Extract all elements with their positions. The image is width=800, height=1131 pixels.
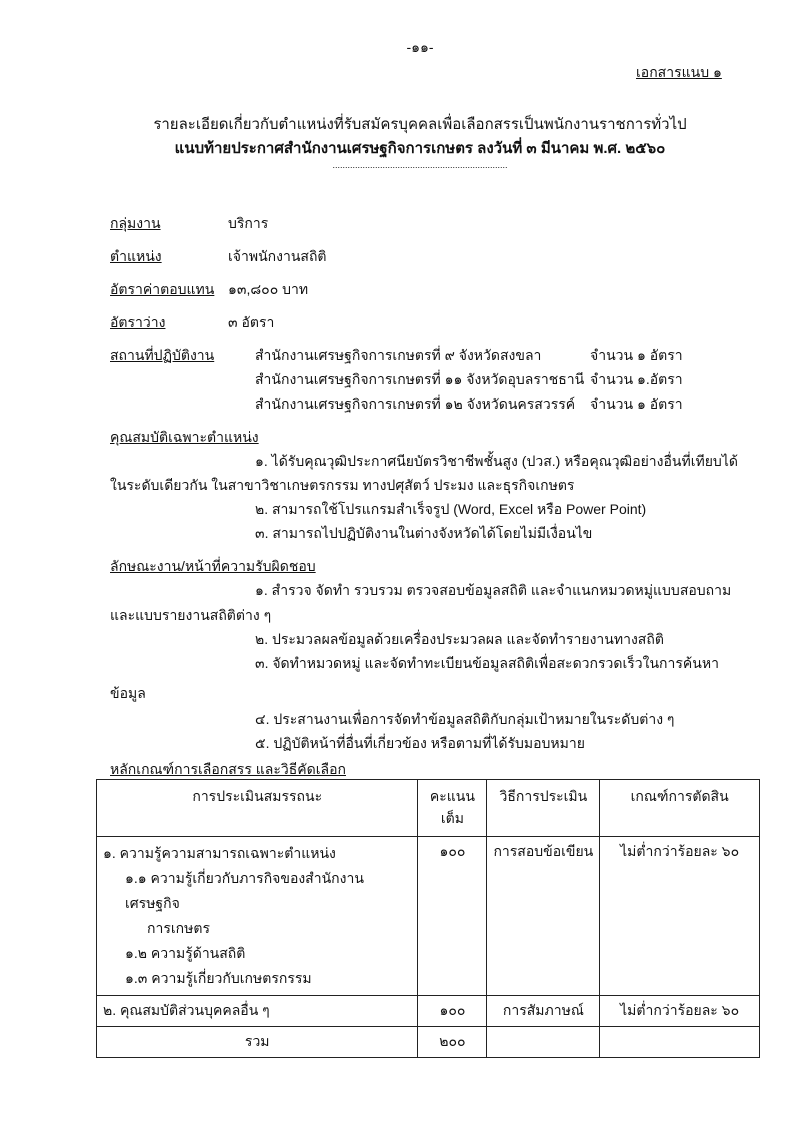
total-label: รวม xyxy=(97,1027,418,1058)
row1-title: ๑. ความรู้ความสามารถเฉพาะตำแหน่ง xyxy=(103,845,336,861)
duty-item: ๓. จัดทำหมวดหมู่ และจัดทำทะเบียนข้อมูลสถิติเพื่อสะดวกรวดเร็วในการค้นหา xyxy=(255,655,719,671)
page-number: -๑๑- xyxy=(406,39,434,55)
workplace-count: จำนวน ๑ อัตรา xyxy=(590,347,683,363)
total-pass-empty xyxy=(600,1027,760,1058)
qualification-item-cont: ในระดับเดียวกัน ในสาขาวิชาเกษตรกรรม ทางปศุสัตว์ ประมง และธุรกิจเกษตร xyxy=(110,477,575,493)
table-header-row xyxy=(97,780,760,837)
attachment-label: เอกสารแนบ ๑ xyxy=(636,64,722,80)
workplace-name: สำนักงานเศรษฐกิจการเกษตรที่ ๑๑ จังหวัดอุบลราชธานี xyxy=(255,371,585,387)
row2-pass: ไม่ต่ำกว่าร้อยละ ๖๐ xyxy=(600,996,760,1027)
duty-item: ๑. สำรวจ จัดทำ รวบรวม ตรวจสอบข้อมูลสถิติ และจำแนกหมวดหมู่แบบสอบถาม xyxy=(255,582,732,598)
title-line-2: แนบท้ายประกาศสำนักงานเศรษฐกิจการเกษตร ลงวันที่ ๓ มีนาคม พ.ศ. ๒๕๖๐ xyxy=(174,140,666,157)
workplace-count: จำนวน ๑.อัตรา xyxy=(590,371,683,387)
duty-item: ๒. ประมวลผลข้อมูลด้วยเครื่องประมวลผล และจัดทำรายงานทางสถิติ xyxy=(255,631,664,647)
qualification-item: ๓. สามารถไปปฏิบัติงานในต่างจังหวัดได้โดยไม่มีเงื่อนไข xyxy=(255,525,593,541)
total-method-empty xyxy=(487,1027,600,1058)
field-label-position: ตำแหน่ง xyxy=(110,248,162,264)
row1-sub2: ๑.๒ ความรู้ด้านสถิติ xyxy=(125,945,246,961)
workplace-name: สำนักงานเศรษฐกิจการเกษตรที่ ๙ จังหวัดสงขลา xyxy=(255,347,542,363)
row1-score: ๑๐๐ xyxy=(418,837,487,996)
header-competency: การประเมินสมรรถนะ xyxy=(97,780,418,837)
title-line-1: รายละเอียดเกี่ยวกับตำแหน่งที่รับสมัครบุคคลเพื่อเลือกสรรเป็นพนักงานราชการทั่วไป xyxy=(153,116,687,133)
row1-pass: ไม่ต่ำกว่าร้อยละ ๖๐ xyxy=(600,837,760,996)
row1-sub1-cont: การเกษตร xyxy=(147,920,210,936)
row1-sub3: ๑.๓ ความรู้เกี่ยวกับเกษตรกรรม xyxy=(125,970,312,986)
row2-method: การสัมภาษณ์ xyxy=(487,996,600,1027)
qualifications-heading: คุณสมบัติเฉพาะตำแหน่ง xyxy=(110,429,259,445)
workplace-label: สถานที่ปฏิบัติงาน xyxy=(110,347,215,363)
row1-sub1: ๑.๑ ความรู้เกี่ยวกับภารกิจของสำนักงานเศรษฐกิจ xyxy=(125,870,364,911)
header-pass-criteria: เกณฑ์การตัดสิน xyxy=(600,780,760,837)
field-value-vacancies: ๓ อัตรา xyxy=(228,314,275,330)
duty-item-cont: และแบบรายงานสถิติต่าง ๆ xyxy=(110,607,272,623)
table-row xyxy=(97,996,760,1027)
row1-competency xyxy=(97,837,418,996)
table-row xyxy=(97,837,760,996)
total-score: ๒๐๐ xyxy=(418,1027,487,1058)
header-method: วิธีการประเมิน xyxy=(487,780,600,837)
field-value-salary: ๑๓,๘๐๐ บาท xyxy=(228,281,309,297)
qualification-item: ๒. สามารถใช้โปรแกรมสำเร็จรูป (Word, Excel หรือ Power Point) xyxy=(255,501,647,517)
workplace-name: สำนักงานเศรษฐกิจการเกษตรที่ ๑๒ จังหวัดนครสวรรค์ xyxy=(255,396,576,412)
row2-score: ๑๐๐ xyxy=(418,996,487,1027)
field-value-position: เจ้าพนักงานสถิติ xyxy=(228,248,327,264)
criteria-table xyxy=(96,779,760,1058)
field-label-vacancies: อัตราว่าง xyxy=(110,314,166,330)
criteria-heading: หลักเกณฑ์การเลือกสรร และวิธีคัดเลือก xyxy=(110,761,346,777)
row2-title: ๒. คุณสมบัติส่วนบุคคลอื่น ๆ xyxy=(97,996,418,1027)
field-label-salary: อัตราค่าตอบแทน xyxy=(110,281,215,297)
duties-heading: ลักษณะงาน/หน้าที่ความรับผิดชอบ xyxy=(110,558,316,574)
workplace-count: จำนวน ๑ อัตรา xyxy=(590,396,683,412)
table-total-row xyxy=(97,1027,760,1058)
header-full-score: คะแนนเต็ม xyxy=(418,780,487,837)
duty-item: ๕. ปฏิบัติหน้าที่อื่นที่เกี่ยวข้อง หรือตามที่ได้รับมอบหมาย xyxy=(255,735,585,751)
row1-method: การสอบข้อเขียน xyxy=(487,837,600,996)
qualification-item: ๑. ได้รับคุณวุฒิประกาศนียบัตรวิชาชีพชั้นสูง (ปวส.) หรือคุณวุฒิอย่างอื่นที่เทียบได้ xyxy=(255,453,738,469)
duty-item-cont: ข้อมูล xyxy=(110,685,146,701)
duty-item: ๔. ประสานงานเพื่อการจัดทำข้อมูลสถิติกับกลุ่มเป้าหมายในระดับต่าง ๆ xyxy=(255,711,675,727)
field-value-group: บริการ xyxy=(228,215,269,231)
field-label-group: กลุ่มงาน xyxy=(110,215,161,231)
separator: ...................................................................... xyxy=(332,160,508,170)
